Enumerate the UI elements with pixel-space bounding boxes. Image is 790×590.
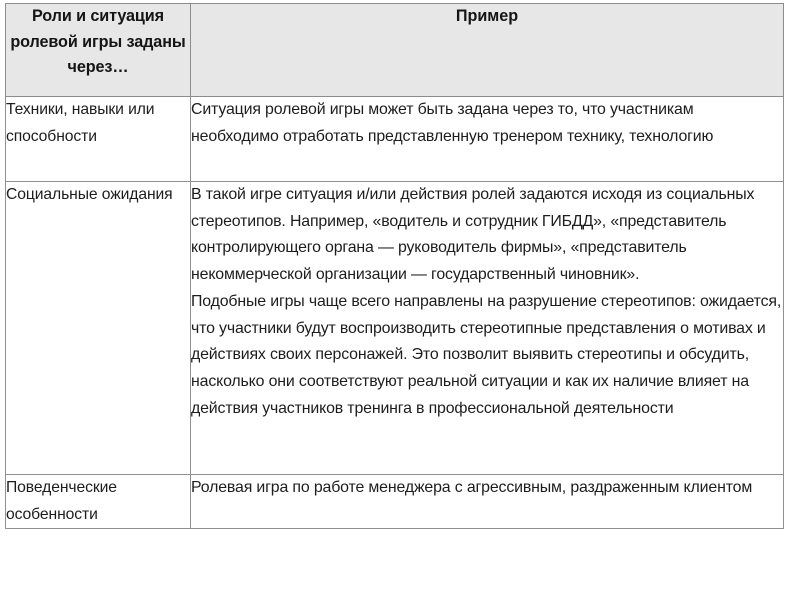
- table-row: [6, 182, 784, 475]
- example-paragraph: Подобные игры чаще всего направлены на разрушение стереотипов: ожидается, что участники будут воспроизводить стереотипные представления о мотивах и действиях своих персонажей. Это позволит выявить стереотипы и обсудить, насколько они соответствуют реальной ситуации и как их наличие влияет на действия участников тренинга в профессиональной деятельности: [191, 292, 782, 417]
- table-body: [6, 97, 784, 529]
- example-paragraph: В такой игре ситуация и/или действия ролей задаются исходя из социальных стереотипов. Например, «водитель и сотрудник ГИБДД», «представитель контролирующего органа — руководитель фирмы», «представитель некоммерческой организации — государственный чиновник».: [191, 186, 755, 284]
- row-term-cell: Поведенческие особенности: [6, 475, 191, 529]
- table-row: [6, 97, 784, 182]
- table-header: [6, 4, 784, 97]
- column-header-term: Роли и ситуация ролевой игры заданы через…: [6, 4, 191, 97]
- table-header-row: [6, 4, 784, 97]
- row-example-cell: [191, 97, 784, 182]
- row-example-cell: [191, 475, 784, 529]
- row-term-cell: Техники, навыки или способности: [6, 97, 191, 182]
- table-row: [6, 475, 784, 529]
- roleplay-situations-table: [5, 3, 784, 529]
- row-example-cell: [191, 182, 784, 475]
- example-paragraph: Ситуация ролевой игры может быть задана через то, что участникам необходимо отработать представленную тренером технику, технологию: [191, 101, 714, 145]
- row-term-cell: Социальные ожидания: [6, 182, 191, 475]
- column-header-example: Пример: [191, 4, 784, 97]
- example-paragraph: Ролевая игра по работе менеджера с агрессивным, раздраженным клиентом: [191, 479, 753, 496]
